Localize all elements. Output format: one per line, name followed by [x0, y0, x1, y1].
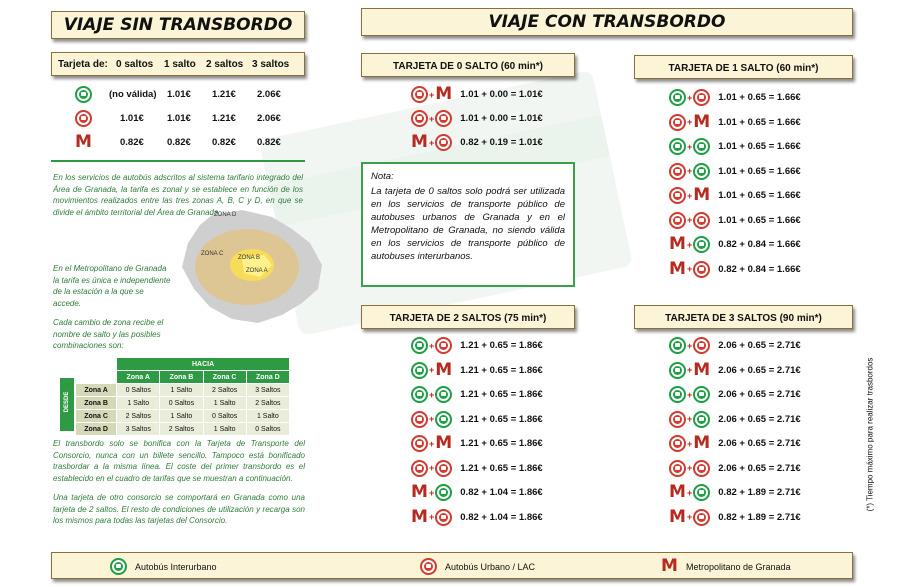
urban-bus-icon	[411, 460, 428, 477]
interurban-bus-icon	[411, 337, 428, 354]
fare-combination-row	[669, 89, 801, 106]
metro-icon: M	[693, 433, 711, 453]
fare-formula: 1.01 + 0.65 = 1.66€	[718, 190, 801, 201]
card3-header: TARJETA DE 3 SALTOS (90 min*)	[634, 305, 853, 329]
fare-header-2: 2 saltos	[206, 59, 244, 70]
fare-value: 0.82€	[167, 137, 191, 148]
fare-combination-row	[669, 337, 801, 354]
fare-combination-row	[669, 460, 801, 477]
fare-combination-row	[669, 258, 801, 279]
table-cell: 3 Saltos	[246, 384, 289, 397]
card0-header: TARJETA DE 0 SALTO (60 min*)	[361, 53, 575, 77]
fare-formula: 1.01 + 0.65 = 1.66€	[718, 214, 801, 226]
table-cell: 1 Salto	[203, 423, 246, 436]
fare-formula: 1.21 + 0.65 = 1.86€	[460, 462, 543, 474]
urban-bus-icon	[435, 110, 452, 127]
urban-bus-icon	[669, 187, 686, 204]
interurban-bus-icon	[669, 138, 686, 155]
legend-item-interurban	[110, 558, 217, 575]
metro-icon: M	[693, 359, 711, 380]
interurban-bus-icon	[110, 558, 127, 575]
fare-formula: 0.82 + 1.04 = 1.86€	[460, 511, 543, 523]
urban-bus-icon	[435, 509, 452, 526]
plus-sign: +	[687, 487, 693, 498]
zone-c-label: ZONA C	[201, 251, 224, 257]
fare-value: 2.06€	[257, 113, 281, 124]
plus-sign: +	[687, 190, 693, 201]
fare-formula: 2.06 + 0.65 = 2.71€	[718, 438, 801, 449]
fare-header-3: 3 saltos	[252, 59, 290, 70]
fare-combination-row	[669, 138, 801, 155]
row-header: Zona A	[76, 384, 117, 397]
urban-bus-icon	[669, 114, 686, 131]
table-cell: 0 Saltos	[117, 384, 160, 397]
fare-combination-row	[411, 460, 543, 477]
plus-sign: +	[687, 92, 693, 103]
fare-combination-row	[411, 484, 543, 501]
table-cell: 1 Salto	[117, 397, 160, 410]
metro-icon: M	[693, 111, 711, 132]
interurban-bus-icon	[693, 163, 710, 180]
plus-sign: +	[687, 365, 693, 375]
fare-formula: 1.21 + 0.65 = 1.86€	[460, 364, 543, 376]
card2-header: TARJETA DE 2 SALTOS (75 min*)	[361, 305, 575, 329]
urban-bus-icon	[693, 261, 710, 278]
table-cell: 3 Saltos	[117, 423, 160, 436]
fare-header-label: Tarjeta de:	[58, 59, 108, 70]
interurban-bus-icon	[693, 138, 710, 155]
fare-row-interurban	[75, 86, 281, 103]
fare-formula: 1.21 + 0.65 = 1.86€	[460, 340, 543, 351]
paragraph-zones: En los servicios de autobús adscritos al sistema tarifario integrado del Área de Granada, la tarifa es zonal y se establece en función de los movimientos realizados entre las tres zonas A, B, C y D, en que se divide el ámbito territorial del Área de Granada.	[53, 173, 303, 217]
plus-sign: +	[687, 438, 693, 449]
plus-sign: +	[687, 239, 693, 250]
urban-bus-icon	[75, 110, 92, 127]
metro-icon: M	[693, 185, 711, 205]
legend-label: Autobús Urbano / LAC	[445, 561, 536, 572]
fare-formula: 0.82 + 1.89 = 2.71€	[718, 511, 801, 523]
plus-sign: +	[429, 89, 435, 100]
fare-combination-row	[411, 134, 543, 151]
zone-jump-table	[75, 357, 290, 436]
fare-combination-row	[669, 386, 801, 403]
zone-d-label: ZONA D	[214, 212, 237, 218]
fare-formula: 1.21 + 0.65 = 1.86€	[460, 413, 543, 425]
fare-formula: 0.82 + 0.19 = 1.01€	[460, 137, 543, 148]
fare-value: 1.01€	[167, 113, 191, 124]
urban-bus-icon	[435, 460, 452, 477]
column-header: Zona C	[203, 371, 246, 384]
fare-value: 2.06€	[257, 89, 281, 100]
fare-combination-row	[669, 111, 801, 132]
fare-formula: 2.06 + 0.65 = 2.71€	[718, 389, 801, 400]
plus-sign: +	[429, 414, 435, 424]
plus-sign: +	[429, 487, 435, 498]
column-header: Zona A	[117, 371, 160, 384]
fare-value: 0.82€	[212, 137, 236, 148]
column-header: Zona B	[160, 371, 203, 384]
urban-bus-icon	[669, 435, 686, 452]
table-cell: 2 Saltos	[246, 397, 289, 410]
metro-icon: M	[669, 482, 686, 502]
interurban-bus-icon	[669, 337, 686, 354]
fare-formula: 1.01 + 0.65 = 1.66€	[718, 116, 801, 128]
legend	[51, 552, 853, 579]
plus-sign: +	[429, 365, 435, 375]
interurban-bus-icon	[693, 411, 710, 428]
plus-sign: +	[687, 166, 693, 176]
fare-combination-row	[669, 187, 801, 204]
urban-bus-icon	[669, 411, 686, 428]
column-header: Zona D	[246, 371, 289, 384]
urban-bus-icon	[411, 435, 428, 452]
interurban-bus-icon	[669, 362, 686, 379]
fare-combination-row	[669, 506, 801, 527]
plus-sign: +	[687, 389, 693, 400]
fare-formula: 0.82 + 0.84 = 1.66€	[718, 239, 801, 250]
interurban-bus-icon	[75, 86, 92, 103]
metro-icon: M	[411, 482, 428, 502]
fare-combination-row	[411, 337, 543, 354]
plus-sign: +	[429, 113, 435, 124]
legend-item-metro	[661, 558, 791, 575]
table-cell: 1 Salto	[160, 384, 203, 397]
plus-sign: +	[687, 512, 693, 522]
table-cell: 1 Salto	[246, 410, 289, 423]
plus-sign: +	[429, 463, 435, 473]
urban-bus-icon	[693, 337, 710, 354]
fare-value: (no válida)	[109, 89, 157, 100]
fare-formula: 0.82 + 0.84 = 1.66€	[718, 263, 801, 275]
plus-sign: +	[429, 137, 435, 148]
max-time-note: (*) Tiempo máximo para realizar trasbordos	[865, 357, 875, 512]
fare-value: 1.21€	[212, 113, 236, 124]
interurban-bus-icon	[693, 386, 710, 403]
interurban-bus-icon	[435, 484, 452, 501]
urban-bus-icon	[693, 212, 710, 229]
zone-b-label: ZONA B	[238, 255, 261, 261]
desde-label-text: DESDE	[64, 391, 70, 413]
fare-formula: 0.82 + 1.89 = 2.71€	[718, 487, 801, 498]
fare-value: 0.82€	[257, 137, 281, 148]
plus-sign: +	[429, 438, 435, 449]
plus-sign: +	[687, 215, 693, 225]
plus-sign: +	[687, 264, 693, 274]
fare-combination-row	[411, 386, 543, 403]
row-header: Zona B	[76, 397, 117, 410]
urban-bus-icon	[435, 134, 452, 151]
urban-bus-icon	[411, 411, 428, 428]
metro-icon: M	[435, 84, 453, 104]
fare-formula: 1.01 + 0.00 = 1.01€	[460, 89, 543, 100]
legend-label: Metropolitano de Granada	[686, 561, 791, 572]
hacia-label: HACIA	[117, 358, 290, 371]
fare-row-urban	[75, 110, 281, 127]
paragraph-salto: Cada cambio de zona recibe el nombre de salto y las posibles combinaciones son:	[53, 318, 164, 350]
fare-table-header	[51, 52, 305, 76]
urban-bus-icon	[693, 89, 710, 106]
fare-combination-row	[411, 86, 543, 103]
note-box	[361, 162, 575, 287]
plus-sign: +	[429, 512, 435, 522]
fare-combination-row	[669, 411, 801, 428]
fare-combination-row	[411, 435, 543, 452]
urban-bus-icon	[435, 337, 452, 354]
fare-value: 0.82€	[120, 137, 144, 148]
metro-icon: M	[661, 556, 678, 576]
table-cell: 2 Saltos	[117, 410, 160, 423]
fare-combination-row	[669, 163, 801, 180]
table-cell: 1 Salto	[160, 410, 203, 423]
interurban-bus-icon	[411, 362, 428, 379]
fare-formula: 1.21 + 0.65 = 1.86€	[460, 389, 543, 400]
fare-formula: 1.01 + 0.00 = 1.01€	[460, 113, 543, 124]
fare-formula: 0.82 + 1.04 = 1.86€	[460, 487, 543, 498]
fare-combination-row	[411, 359, 543, 380]
table-cell: 0 Saltos	[203, 410, 246, 423]
fare-header-1: 1 salto	[164, 59, 196, 70]
metro-icon: M	[435, 433, 453, 453]
metro-icon: M	[669, 234, 686, 254]
legend-label: Autobús Interurbano	[135, 561, 217, 572]
fare-combination-row	[669, 236, 801, 253]
zone-a-label: ZONA A	[246, 268, 268, 274]
table-cell: 0 Saltos	[246, 423, 289, 436]
table-cell: 0 Saltos	[160, 397, 203, 410]
fare-formula: 1.01 + 0.65 = 1.66€	[718, 165, 801, 177]
metro-icon: M	[435, 359, 453, 380]
interurban-bus-icon	[693, 484, 710, 501]
table-cell: 2 Saltos	[203, 384, 246, 397]
plus-sign: +	[687, 463, 693, 473]
fare-formula: 1.01 + 0.65 = 1.66€	[718, 141, 801, 152]
urban-bus-icon	[693, 509, 710, 526]
fare-formula: 2.06 + 0.65 = 2.71€	[718, 462, 801, 474]
fare-formula: 2.06 + 0.65 = 2.71€	[718, 340, 801, 351]
paragraph-other-consortium: Una tarjeta de otro consorcio se comportará en Granada como una tarjeta de 2 saltos. El resto de condiciones de utilización y recarga son los mismos para todas las tarjetas del Consorcio.	[53, 493, 305, 525]
urban-bus-icon	[669, 460, 686, 477]
metro-icon: M	[411, 132, 428, 152]
divider	[51, 160, 305, 162]
interurban-bus-icon	[669, 89, 686, 106]
fare-value: 1.01€	[120, 113, 144, 124]
plus-sign: +	[687, 414, 693, 424]
plus-sign: +	[429, 389, 435, 400]
urban-bus-icon	[669, 212, 686, 229]
fare-combination-row	[411, 411, 543, 428]
urban-bus-icon	[411, 110, 428, 127]
interurban-bus-icon	[693, 236, 710, 253]
card1-header: TARJETA DE 1 SALTO (60 min*)	[634, 55, 853, 79]
legend-item-urban	[420, 558, 535, 575]
metro-icon: M	[669, 506, 686, 527]
urban-bus-icon	[669, 163, 686, 180]
metro-icon: M	[75, 132, 92, 152]
plus-sign: +	[687, 141, 693, 152]
fare-formula: 2.06 + 0.65 = 2.71€	[718, 364, 801, 376]
plus-sign: +	[687, 340, 693, 351]
paragraph-transbordo: El transbordo solo se bonifica con la Tarjeta de Transporte del Consorcio, nunca con un billete sencillo. Tampoco está bonificado trasbordar a la misma línea. El coste del primer transbordo es el establecido en el cuadro de tarifas que se muestran a continuación.	[53, 439, 305, 483]
left-title: VIAJE SIN TRANSBORDO	[51, 11, 305, 39]
fare-formula: 1.01 + 0.65 = 1.66€	[718, 92, 801, 103]
note-title: Nota:	[371, 171, 394, 182]
fare-combination-row	[411, 506, 543, 527]
paragraph-metro: En el Metropolitano de Granada la tarifa es única e independiente de la estación a la que se accede.	[53, 264, 171, 308]
interurban-bus-icon	[411, 386, 428, 403]
fare-value: 1.01€	[167, 89, 191, 100]
fare-formula: 1.21 + 0.65 = 1.86€	[460, 438, 543, 449]
urban-bus-icon	[411, 86, 428, 103]
plus-sign: +	[429, 340, 435, 351]
interurban-bus-icon	[669, 386, 686, 403]
interurban-bus-icon	[435, 386, 452, 403]
fare-row-metro	[75, 132, 281, 152]
fare-value: 1.21€	[212, 89, 236, 100]
metro-icon: M	[669, 258, 686, 279]
right-title: VIAJE CON TRANSBORDO	[361, 8, 853, 36]
fare-combination-row	[669, 484, 801, 501]
row-header: Zona D	[76, 423, 117, 436]
metro-icon: M	[411, 506, 428, 527]
fare-combination-row	[669, 359, 801, 380]
interurban-bus-icon	[435, 411, 452, 428]
note-body: La tarjeta de 0 saltos solo podrá ser utilizada en los servicios de transporte público de autobuses urbanos de Granada y en el Metropolitano de Granada, no siendo válida en los servicios de transporte público de autobuses interurbanos.	[371, 186, 565, 262]
fare-combination-row	[669, 435, 801, 452]
fare-formula: 2.06 + 0.65 = 2.71€	[718, 413, 801, 425]
row-header: Zona C	[76, 410, 117, 423]
table-cell: 2 Saltos	[160, 423, 203, 436]
plus-sign: +	[687, 117, 693, 127]
urban-bus-icon	[420, 558, 437, 575]
fare-combination-row	[411, 110, 543, 127]
fare-header-0: 0 saltos	[116, 59, 154, 70]
urban-bus-icon	[693, 460, 710, 477]
table-cell: 1 Salto	[203, 397, 246, 410]
fare-combination-row	[669, 212, 801, 229]
